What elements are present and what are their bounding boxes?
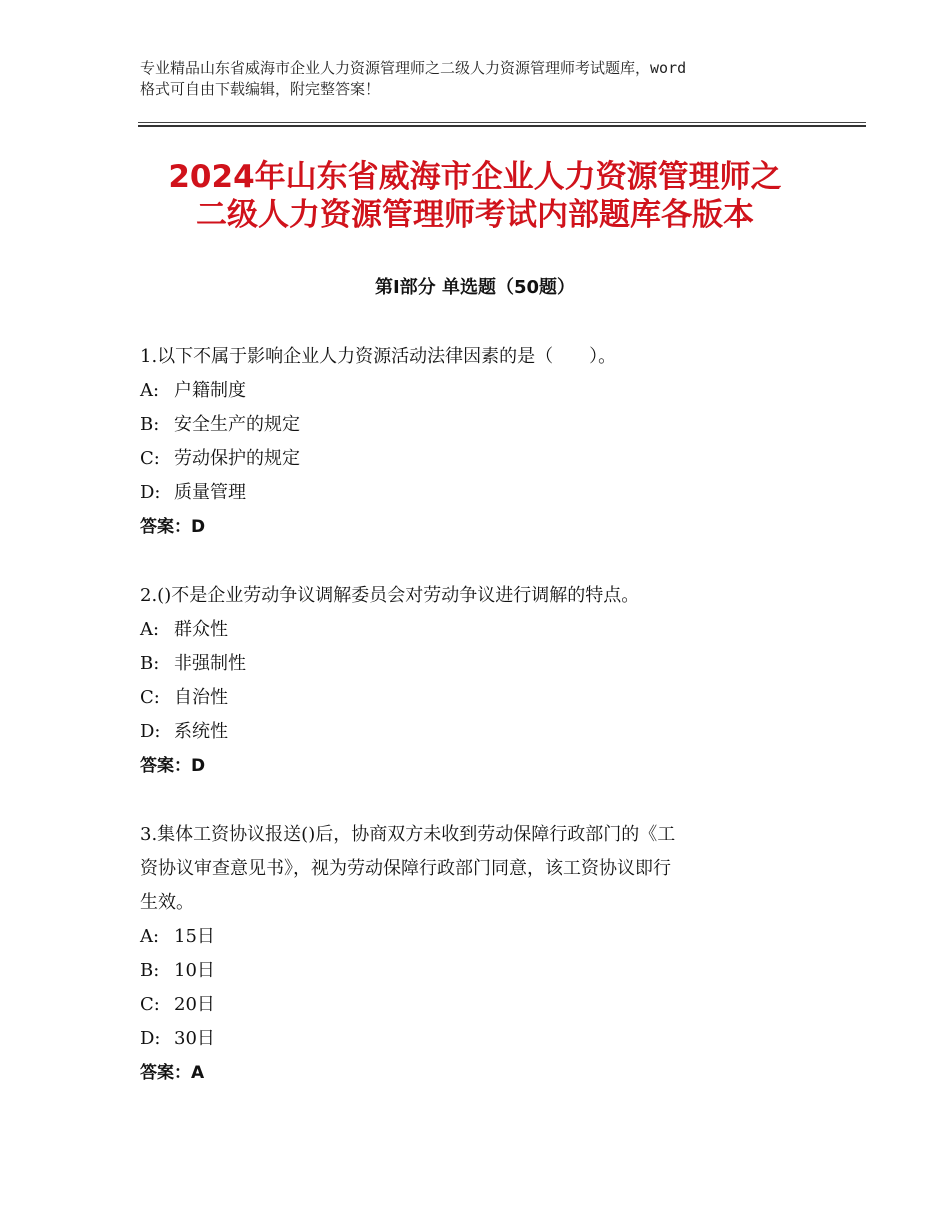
header-note-line2: 格式可自由下载编辑，附完整答案！ xyxy=(140,80,381,98)
option-letter: C: xyxy=(140,994,160,1015)
question-text-line3: 生效。 xyxy=(140,892,194,913)
question-3 xyxy=(140,818,800,1090)
option-text: 安全生产的规定 xyxy=(174,414,300,435)
option-letter: A: xyxy=(140,926,160,947)
option-letter: D: xyxy=(140,721,161,742)
option-letter: D: xyxy=(140,1028,161,1049)
option-letter: A: xyxy=(140,380,160,401)
option-text: 劳动保护的规定 xyxy=(174,448,300,469)
header-note xyxy=(140,58,830,100)
option-text: 群众性 xyxy=(174,619,228,640)
question-text: 1.以下不属于影响企业人力资源活动法律因素的是（ ）。 xyxy=(140,346,617,367)
document-title-line1: 2024年山东省威海市企业人力资源管理师之 xyxy=(168,159,782,195)
header-note-line1: 专业精品山东省威海市企业人力资源管理师之二级人力资源管理师考试题库，word xyxy=(140,59,687,77)
option-text: 15日 xyxy=(174,926,215,947)
option-text: 质量管理 xyxy=(174,482,246,503)
option-letter: C: xyxy=(140,687,160,708)
document-title xyxy=(120,158,830,234)
option-b xyxy=(140,954,800,988)
section-heading: 第Ⅰ部分 单选题（50题） xyxy=(374,277,575,298)
option-letter: A: xyxy=(140,619,160,640)
answer: 答案：A xyxy=(140,1063,205,1083)
answer: 答案：D xyxy=(140,517,206,537)
option-a xyxy=(140,920,800,954)
question-2 xyxy=(140,579,800,783)
option-b xyxy=(140,647,800,681)
option-letter: C: xyxy=(140,448,160,469)
header-rule-thick xyxy=(138,125,866,127)
question-text: 2.()不是企业劳动争议调解委员会对劳动争议进行调解的特点。 xyxy=(140,585,640,606)
answer: 答案：D xyxy=(140,756,206,776)
option-letter: D: xyxy=(140,482,161,503)
option-c xyxy=(140,681,800,715)
option-d xyxy=(140,1022,800,1056)
question-1 xyxy=(140,340,800,544)
document-title-line2: 二级人力资源管理师考试内部题库各版本 xyxy=(196,197,754,233)
option-a xyxy=(140,613,800,647)
option-text: 系统性 xyxy=(174,721,228,742)
option-text: 户籍制度 xyxy=(174,380,246,401)
option-d xyxy=(140,715,800,749)
option-text: 10日 xyxy=(174,960,215,981)
option-c xyxy=(140,442,800,476)
option-d xyxy=(140,476,800,510)
question-text-line2: 资协议审查意见书》，视为劳动保障行政部门同意，该工资协议即行 xyxy=(140,858,671,879)
option-text: 自治性 xyxy=(174,687,228,708)
question-text-line1: 3.集体工资协议报送()后，协商双方未收到劳动保障行政部门的《工 xyxy=(140,824,676,845)
option-letter: B: xyxy=(140,653,160,674)
option-c xyxy=(140,988,800,1022)
option-a xyxy=(140,374,800,408)
option-text: 30日 xyxy=(174,1028,215,1049)
option-letter: B: xyxy=(140,960,160,981)
option-letter: B: xyxy=(140,414,160,435)
option-text: 非强制性 xyxy=(174,653,246,674)
option-text: 20日 xyxy=(174,994,215,1015)
header-rule-thin xyxy=(138,122,866,123)
option-b xyxy=(140,408,800,442)
